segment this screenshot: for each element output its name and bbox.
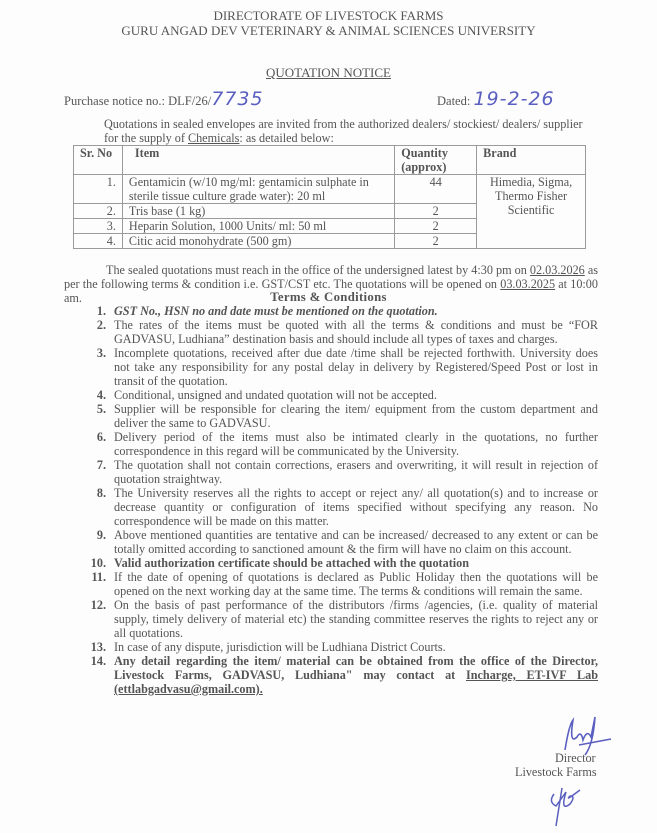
term-item: 7. The quotation shall not contain corrections, erasers and overwriting, it will result in rejection of quotation straightway. [96,458,598,486]
term-item: 4. Conditional, unsigned and undated quotation will not be accepted. [96,388,437,402]
table-header-row [74,146,586,175]
header-brand: Brand [477,146,586,175]
header-item: Item [122,146,394,175]
term-item: 5. Supplier will be responsible for clearing the item/ equipment from the custom department and deliver the same to GADVASU. [96,402,598,430]
opening-date: 03.03.2025 [500,277,556,291]
table-row: 1. Gentamicin (w/10 mg/ml: gentamicin sulphate in sterile tissue culture grade water): 20 ml 44 Himedia, Sigma, Thermo Fisher Scientific [74,175,586,204]
purchase-notice-label: Purchase notice no.: DLF/26/ [64,94,212,108]
terms-heading: Terms & Conditions [270,290,387,304]
submission-paragraph: The sealed quotations must reach in the office of the undersigned latest by 4:30 pm on 02.03.2026 as per the following terms & condition i.e. GST/CST etc. The quotations will be opened on 03.03.2025 at 10:00 am. [64,263,598,305]
term-item: 6. Delivery period of the items must also be intimated clearly in the quotations, no further correspondence in this regard will be communicated by the University. [96,430,598,458]
intro-text: Quotations in sealed envelopes are invited from the authorized dealers/ stockiest/ dealers/ supplier for the supply of [104,117,583,145]
purchase-number-handwritten: 7735 [211,88,264,110]
table-row: 3. Heparin Solution, 1000 Units/ ml: 50 ml 2 [74,219,586,234]
header-sr: Sr. No [74,146,123,175]
contact-link[interactable]: Incharge, ET-IVF Lab (ettlabgadvasu@gmail.com). [114,668,598,696]
signatory-title: Director [555,751,596,765]
purchase-notice [64,88,264,110]
page-title: QUOTATION NOTICE [266,65,391,80]
items-table [73,145,586,249]
table-row: 4. Citic acid monohydrate (500 gm) 2 [74,234,586,249]
signatory-dept: Livestock Farms [515,765,597,779]
date-handwritten: 19-2-26 [473,88,555,110]
term-item: 8. The University reserves all the rights to accept or reject any/ all quotation(s) and to increase or decrease quantity or configuration of items specified without specifying any reason. No correspondence will be made on this matter. [96,486,598,528]
intro-paragraph [104,117,598,145]
category-name: Chemicals [187,131,240,145]
header-qty: Quantity (approx) [395,146,477,175]
term-item: 1. GST No., HSN no and date must be mentioned on the quotation. [96,304,438,318]
term-item: 9. Above mentioned quantities are tentative and can be increased/ decreased to any extent or can be totally omitted according to sanctioned amount & the firm will have no claim on this account. [96,528,598,556]
org-name: DIRECTORATE OF LIVESTOCK FARMS [213,8,444,23]
term-item: 3. Incomplete quotations, received after due date /time shall be rejected forthwith. University does not take any responsibility for any postal delay in delivery by Registered/Speed Post or lost in transit of the quotation. [96,346,598,388]
term-item: 11. If the date of opening of quotations is declared as Public Holiday then the quotations will be opened on the next working day at the same time. The terms & conditions will remain the same. [91,570,598,598]
intro-text-end: : as detailed below: [239,131,334,145]
table-row: 2. Tris base (1 kg) 2 [74,204,586,219]
term-item: 13. In case of any dispute, jurisdiction will be Ludhiana District Courts. [90,640,446,654]
term-item: 12. On the basis of past performance of the distributors /firms /agencies, (i.e. quality of material supply, timely delivery of material etc) the standing committee reserves the rights to reject any or all quotations. [90,598,598,640]
term-item: 10. Valid authorization certificate should be attached with the quotation [90,556,470,570]
deadline-date: 02.03.2026 [529,263,585,277]
notice-date [437,88,555,110]
university-name: GURU ANGAD DEV VETERINARY & ANIMAL SCIENCES UNIVERSITY [121,23,536,38]
brand-cell: Himedia, Sigma, Thermo Fisher Scientific [477,175,586,249]
dated-label: Dated: [437,94,471,108]
term-item: 2. The rates of the items must be quoted with all the terms & conditions and must be “FOR GADVASU, Ludhiana” destination basis and should include all types of taxes and charges. [96,318,598,346]
term-item: 14. Any detail regarding the item/ material can be obtained from the office of the Director, Livestock Farms, GADVASU, Ludhiana" may contact at Incharge, ET-IVF Lab (ettlabgadvasu@gmail.com). [90,654,598,696]
terms-list [84,304,598,696]
initials-signature-icon [540,782,590,830]
